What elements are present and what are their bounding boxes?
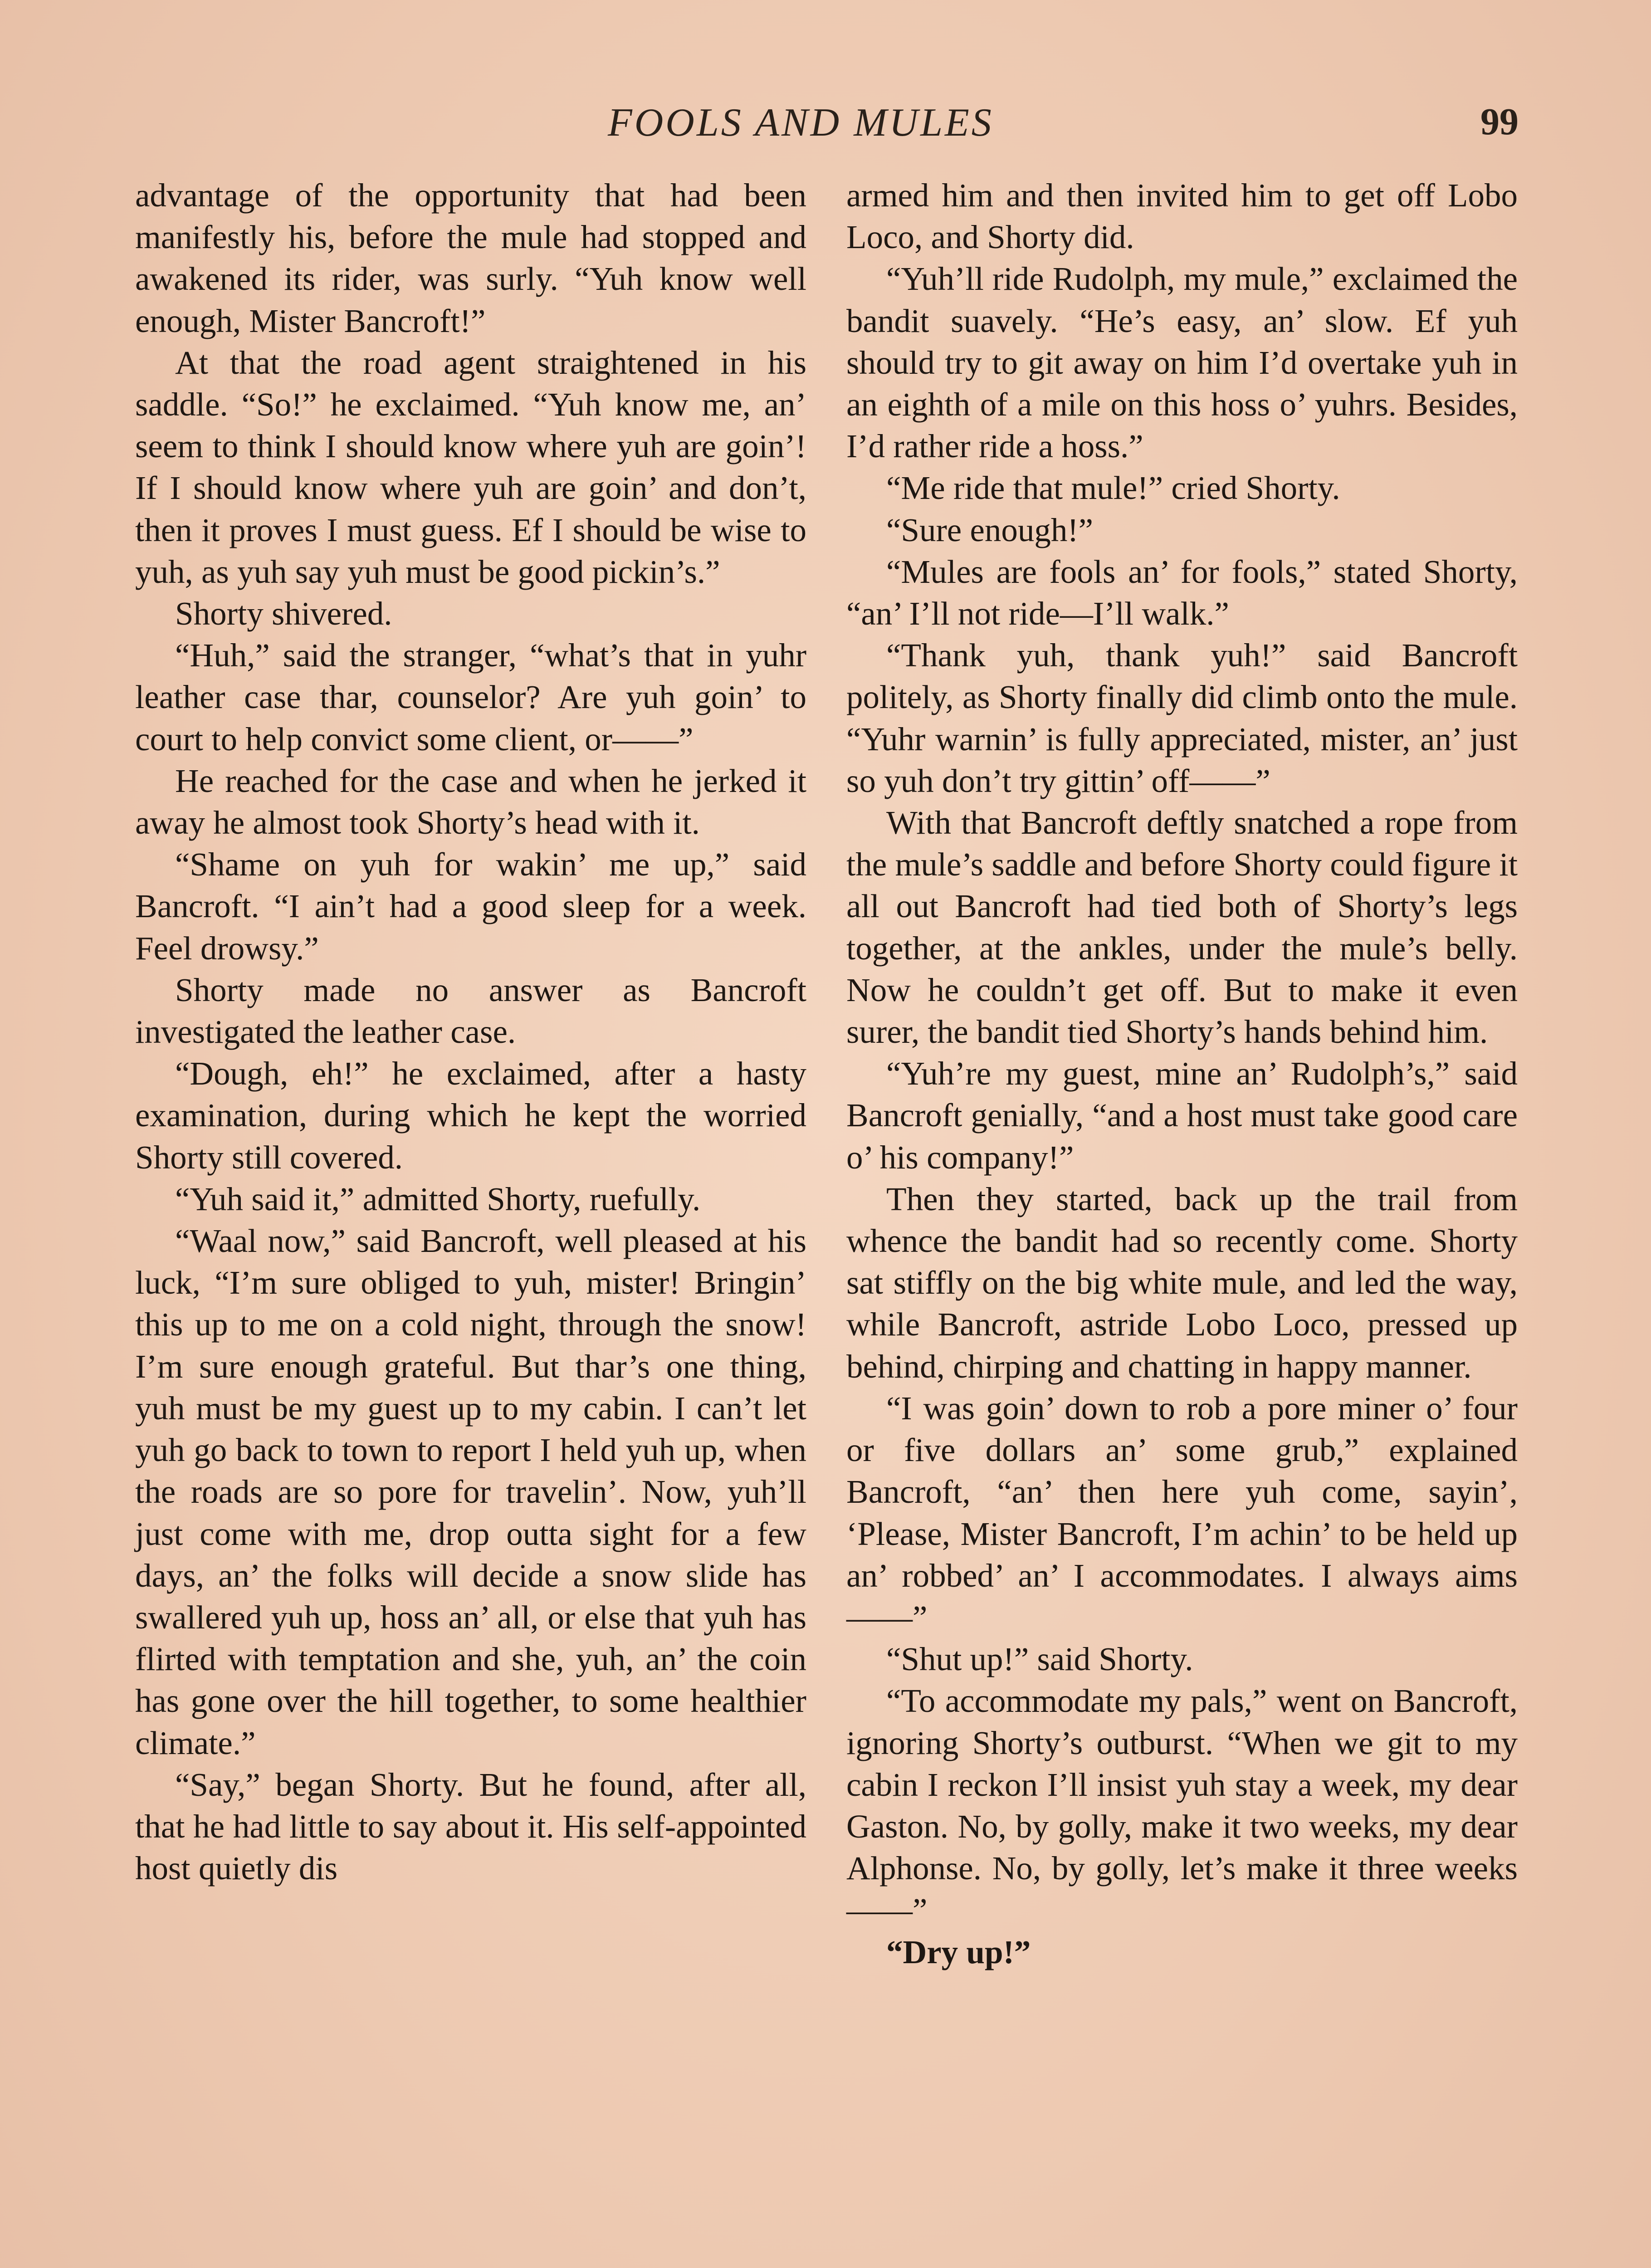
- paragraph: “Dough, eh!” he exclaimed, after a hasty examination, during which he kept the worried Shorty still covered.: [135, 1055, 806, 1176]
- paragraph: Shorty shivered.: [175, 595, 392, 632]
- paragraph: “Yuh’ll ride Rudolph, my mule,” exclaimed the bandit suavely. “He’s easy, an’ slow. Ef yuh should try to git away on him I’d overtake yuh in an eighth of a mile on this hoss o’ yuhrs. Besides, I’d rather ride a hoss.”: [846, 260, 1518, 465]
- page-number: 99: [1480, 101, 1519, 143]
- paragraph: “Thank yuh, thank yuh!” said Bancroft politely, as Shorty finally did climb onto the mule. “Yuhr warnin’ is fully appreciated, mister, an’ just so yuh don’t try gittin’ off——”: [846, 637, 1518, 799]
- running-title: FOOLS AND MULES: [608, 101, 994, 145]
- left-column: [135, 175, 806, 1889]
- paragraph: At that the road agent straightened in his saddle. “So!” he exclaimed. “Yuh know me, an’ seem to think I should know where yuh are goin’! If I should know where yuh are goin’ and don’t, then it proves I must guess. Ef I should be wise to yuh, as yuh say yuh must be good pickin’s.”: [135, 344, 806, 590]
- running-head: [0, 91, 1651, 159]
- paragraph: “Shame on yuh for wakin’ me up,” said Bancroft. “I ain’t had a good sleep for a week. Feel drowsy.”: [135, 846, 806, 967]
- paragraph: “To accommodate my pals,” went on Bancroft, ignoring Shorty’s outburst. “When we git to my cabin I reckon I’ll insist yuh stay a week, my dear Gaston. No, by golly, make it two weeks, my dear Alphonse. No, by golly, let’s make it three weeks——”: [846, 1682, 1518, 1929]
- paragraph: Shorty made no answer as Bancroft investigated the leather case.: [135, 971, 806, 1051]
- paragraph: “Shut up!” said Shorty.: [886, 1641, 1193, 1678]
- paragraph: “Waal now,” said Bancroft, well pleased at his luck, “I’m sure obliged to yuh, mister! Bringin’ this up to me on a cold night, through the snow! I’m sure enough grateful. But thar’s one thing, yuh must be my guest up to my cabin. I can’t let yuh go back to town to report I held yuh up, when the roads are so pore for travelin’. Now, yuh’ll just come with me, drop outta sight for a few days, an’ the folks will decide a snow slide has swallered yuh up, hoss an’ all, or else that yuh has flirted with temptation and she, yuh, an’ the coin has gone over the hill together, to some healthier climate.”: [135, 1222, 806, 1761]
- paragraph: advantage of the opportunity that had been manifestly his, before the mule had stopped and awakened its rider, was surly. “Yuh know well enough, Mister Bancroft!”: [135, 177, 806, 339]
- paragraph: “Mules are fools an’ for fools,” stated Shorty, “an’ I’ll not ride—I’ll walk.”: [846, 553, 1518, 632]
- paragraph: “Yuh’re my guest, mine an’ Rudolph’s,” said Bancroft genially, “and a host must take good care o’ his company!”: [846, 1055, 1518, 1176]
- paragraph: “I was goin’ down to rob a pore miner o’ four or five dollars an’ some grub,” explained Bancroft, “an’ then here yuh come, sayin’, ‘Please, Mister Bancroft, I’m achin’ to be held up an’ robbed’ an’ I accommodates. I always aims——”: [846, 1389, 1518, 1636]
- paragraph: “Dry up!”: [886, 1933, 1031, 1970]
- paragraph: armed him and then invited him to get off Lobo Loco, and Shorty did.: [846, 177, 1518, 256]
- paragraph: Then they started, back up the trail from whence the bandit had so recently come. Shorty sat stiffly on the big white mule, and led the way, while Bancroft, astride Lobo Loco, pressed up behind, chirping and chatting in happy manner.: [846, 1180, 1518, 1385]
- paragraph: “Say,” began Shorty. But he found, after all, that he had little to say about it. His self-appointed host quietly dis: [135, 1766, 806, 1887]
- paragraph: “Yuh said it,” admitted Shorty, ruefully.: [175, 1180, 701, 1217]
- paragraph: He reached for the case and when he jerked it away he almost took Shorty’s head with it.: [135, 762, 806, 841]
- paragraph: “Me ride that mule!” cried Shorty.: [886, 469, 1340, 507]
- paragraph: With that Bancroft deftly snatched a rope from the mule’s saddle and before Shorty could figure it all out Bancroft had tied both of Shorty’s legs together, at the ankles, under the mule’s belly. Now he couldn’t get off. But to make it even surer, the bandit tied Shorty’s hands behind him.: [846, 804, 1518, 1051]
- paragraph: “Huh,” said the stranger, “what’s that in yuhr leather case thar, counselor? Are yuh goin’ to court to help convict some client, or——”: [135, 637, 806, 758]
- paragraph: “Sure enough!”: [886, 511, 1094, 548]
- right-column: [846, 175, 1518, 1973]
